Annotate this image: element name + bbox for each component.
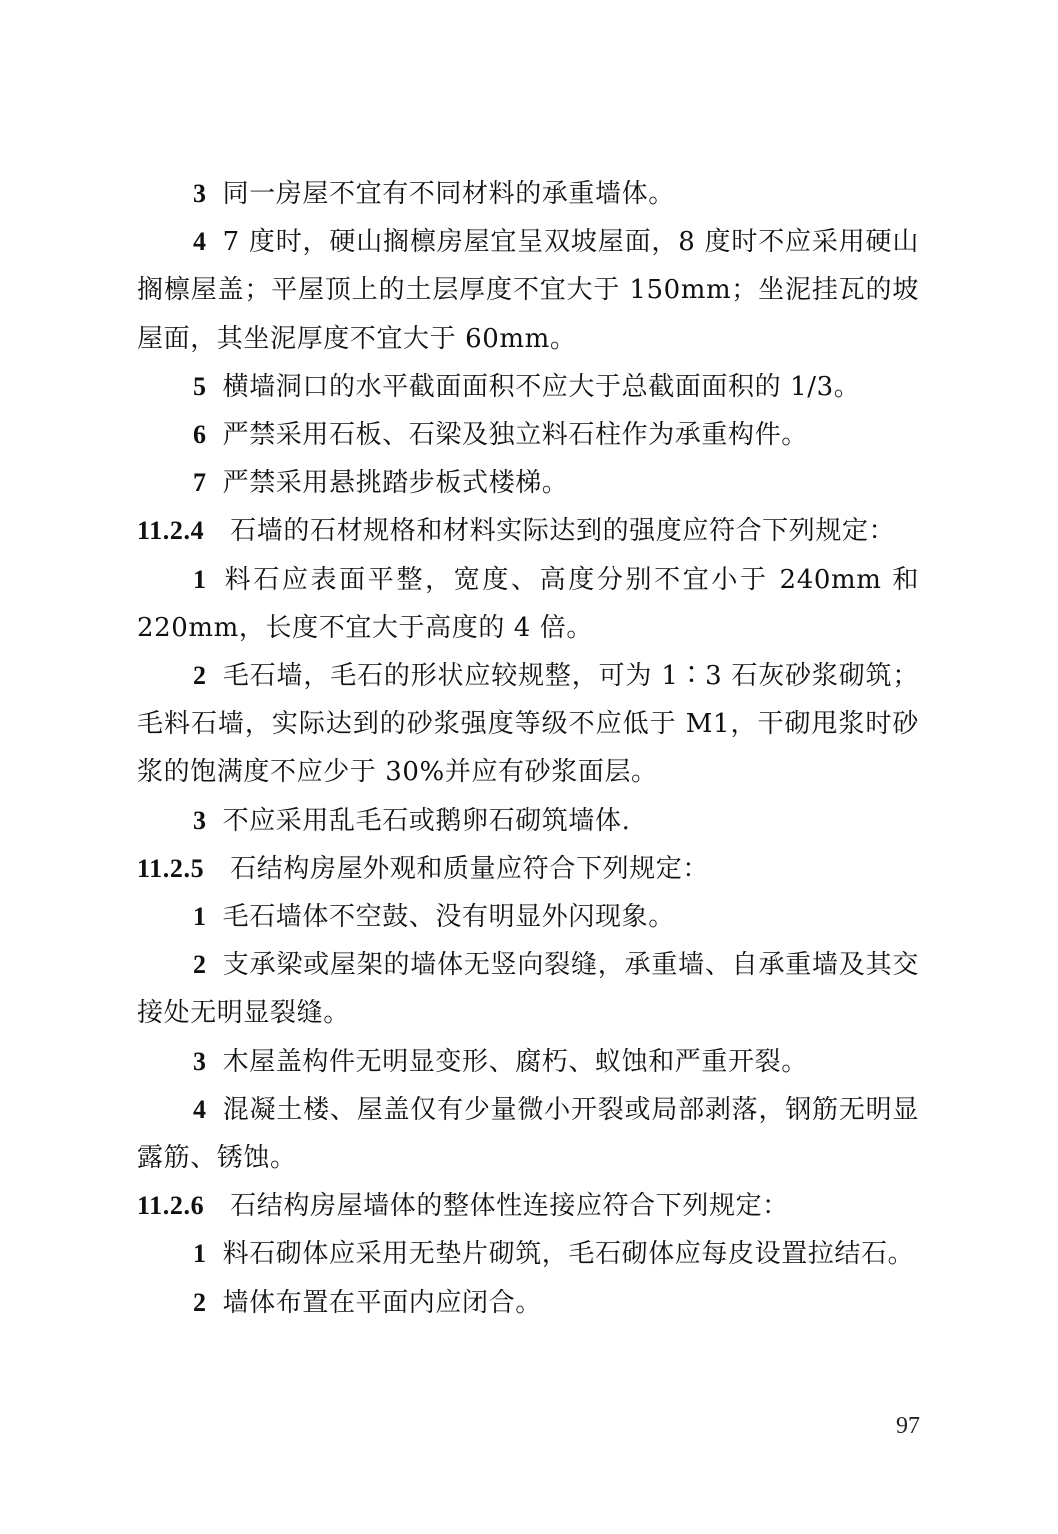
item-number: 1: [193, 564, 207, 594]
clause-number: 11.2.4: [137, 516, 205, 546]
item-text: 同一房屋不宜有不同材料的承重墙体。: [222, 179, 675, 209]
list-item: [137, 941, 919, 1037]
item-text: 木屋盖构件无明显变形、腐朽、蚁蚀和严重开裂。: [222, 1046, 808, 1077]
list-item: [137, 411, 919, 459]
item-text: 料石应表面平整，宽度、高度分别不宜小于 240mm 和 220mm，长度不宜大于高度的 4 倍。: [137, 564, 919, 643]
item-number: 3: [193, 1046, 207, 1076]
item-text: 混凝土楼、屋盖仅有少量微小开裂或局部剥落，钢筋无明显露筋、锈蚀。: [137, 1094, 919, 1174]
body-text: [137, 170, 919, 1327]
item-number: 7: [193, 468, 207, 498]
clause-text: 石结构房屋外观和质量应符合下列规定：: [230, 853, 709, 884]
item-number: 1: [193, 1239, 207, 1269]
item-text: 横墙洞口的水平截面面积不应大于总截面面积的 1/3。: [222, 371, 861, 402]
item-number: 2: [193, 950, 207, 980]
list-item: [137, 218, 919, 363]
item-number: 1: [193, 902, 207, 932]
list-item: [137, 170, 919, 218]
clause-number: 11.2.6: [137, 1191, 205, 1221]
item-text: 毛石墙体不空鼓、没有明显外闪现象。: [222, 902, 675, 933]
clause-text: 石墙的石材规格和材料实际达到的强度应符合下列规定：: [230, 516, 896, 547]
list-item: [137, 652, 919, 797]
item-number: 4: [193, 227, 207, 257]
clause-heading: [137, 845, 919, 893]
list-item: [137, 1086, 919, 1182]
item-number: 2: [193, 661, 207, 691]
clause-heading: [137, 1182, 919, 1230]
item-number: 5: [193, 371, 207, 401]
list-item: [137, 556, 919, 652]
list-item: [137, 1038, 919, 1086]
item-text: 毛石墙，毛石的形状应较规整，可为 1∶3 石灰砂浆砌筑；毛料石墙，实际达到的砂浆强度等级不应低于 M1，干砌甩浆时砂浆的饱满度不应少于 30%并应有砂浆面层。: [137, 661, 919, 788]
clause-heading: [137, 507, 919, 555]
item-number: 6: [193, 420, 207, 450]
list-item: [137, 893, 919, 941]
list-item: [137, 459, 919, 507]
page-number: 97: [896, 1413, 920, 1439]
item-text: 支承梁或屋架的墙体无竖向裂缝，承重墙、自承重墙及其交接处无明显裂缝。: [137, 950, 919, 1029]
item-number: 4: [193, 1094, 207, 1124]
clause-number: 11.2.5: [137, 853, 205, 883]
item-text: 料石砌体应采用无垫片砌筑，毛石砌体应每皮设置拉结石。: [222, 1239, 915, 1270]
item-text: 严禁采用石板、石梁及独立料石柱作为承重构件。: [222, 420, 808, 451]
item-text: 不应采用乱毛石或鹅卵石砌筑墙体.: [222, 805, 631, 836]
item-text: 严禁采用悬挑踏步板式楼梯。: [222, 468, 569, 499]
item-text: 7 度时，硬山搁檩房屋宜呈双坡屋面，8 度时不应采用硬山搁檩屋盖；平屋顶上的土层厚度不宜大于 150mm；坐泥挂瓦的坡屋面，其坐泥厚度不宜大于 60mm。: [137, 227, 919, 354]
item-text: 墙体布置在平面内应闭合。: [222, 1287, 542, 1318]
item-number: 2: [193, 1287, 207, 1317]
list-item: [137, 1230, 919, 1278]
list-item: [137, 797, 919, 845]
item-number: 3: [193, 179, 207, 208]
item-number: 3: [193, 805, 207, 835]
list-item: [137, 1279, 919, 1327]
list-item: [137, 363, 919, 411]
clause-text: 石结构房屋墙体的整体性连接应符合下列规定：: [230, 1191, 789, 1222]
